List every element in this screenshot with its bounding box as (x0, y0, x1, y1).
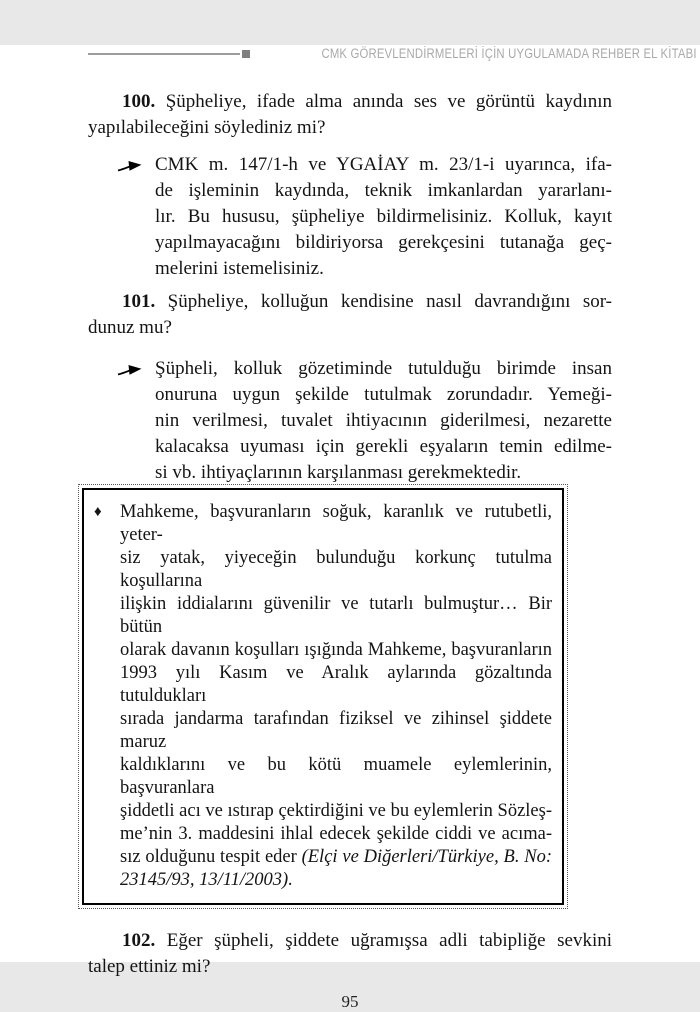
question-101: 101. Şüpheliye, kolluğun kendisine nasıl davrandığını sor- dunuz mu? (88, 291, 612, 338)
page-header (88, 45, 697, 62)
page-number: 95 (341, 992, 359, 1011)
arrow-bullet-icon (118, 152, 155, 282)
header-rule-square-icon (242, 50, 250, 58)
answer-text-101: Şüpheli, kolluk gözetiminde tutulduğu birimde insan onuruna uygun şekilde tutulmak zorundadır. Yemeği- nin verilmesi, tuvalet ihtiyacının giderilmesi, nezarette kalacaksa uyuması için gerekli eşyaların temin edilme- si vb. ihtiyaçlarının karşılanması gerekmektedir. (155, 358, 612, 483)
running-header-title: CMK GÖREVLENDİRMELERİ İÇİN UYGULAMADA REHBER EL KİTABI (321, 46, 697, 61)
question-100: 100. Şüpheliye, ifade alma anında ses ve görüntü kaydının yapılabileceğini söylediniz mi? (88, 91, 612, 138)
diamond-bullet-icon: ♦ (94, 504, 102, 520)
header-rule (88, 53, 240, 55)
question-102: 102. Eğer şüpheli, şiddete uğramışsa adli tabipliğe sevkini talep ettiniz mi? (88, 930, 612, 977)
case-law-quote-text: Mahkeme, başvuranların soğuk, karanlık ve rutubetli, yeter- siz yatak, yiyeceğin bulunduğu korkunç tutulma koşullarına ilişkin iddialarını güvenilir ve tutarlı bulmuştur… Bir bütün olarak davanın koşulları ışığında Mahkeme, başvuranların 1993 yılı Kasım ve Aralık aylarında gözaltında tutuldukları sırada jandarma tarafından fiziksel ve zihinsel şiddete maruz kaldıklarını ve bu kötü muamele eylemlerinin, başvuranlara şiddetli acı ve ıstırap çektirdiğini ve bu eylemlerin Sözleş- me’nin 3. maddesini ihlal edecek şekilde ciddi ve acıma- sız olduğunu tespit eder (Elçi ve Diğerleri/Türkiye, B. No: 23145/93, 13/11/2003). (120, 502, 552, 890)
answer-bullet-101 (88, 356, 612, 486)
page-content (88, 89, 612, 980)
answer-bullet-100 (88, 152, 612, 282)
book-page (0, 45, 700, 1011)
arrow-bullet-icon (118, 356, 155, 486)
case-law-quote-box (82, 488, 564, 905)
answer-text-100: CMK m. 147/1-h ve YGAİAY m. 23/1-i uyarınca, ifa- de işleminin kaydında, teknik imkanlardan yararlanı- lır. Bu hususu, şüpheliye bildirmelisiniz. Kolluk, kayıt yapılmayacağını bildiriyorsa gerekçesini tutanağa geç- melerini istemelisiniz. (155, 154, 612, 279)
